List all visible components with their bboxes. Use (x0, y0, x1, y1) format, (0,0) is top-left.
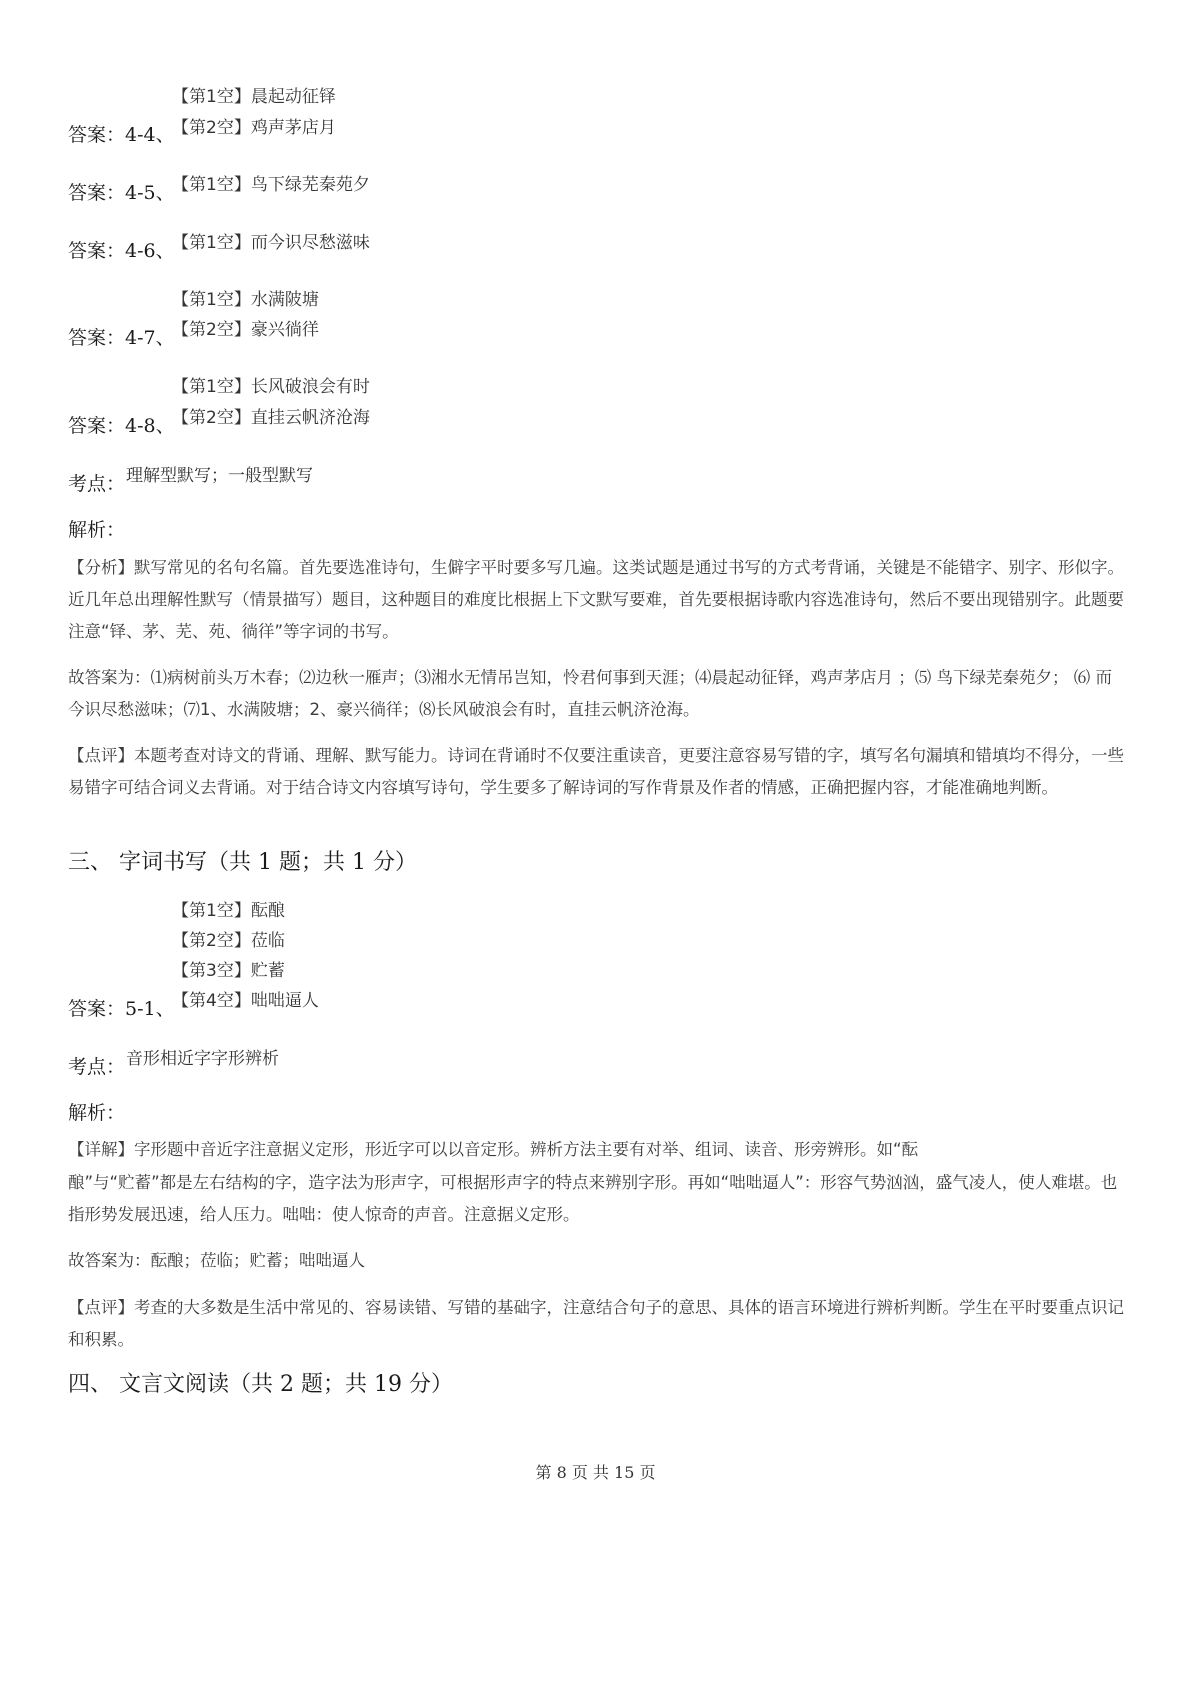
answer-4-8-label: 答案：4-8、 (68, 415, 175, 437)
answer-4-6-label: 答案：4-6、 (68, 240, 175, 262)
answer-4-8-blank-1: 【第1空】长风破浪会有时 (172, 377, 370, 397)
kaodian-value: 理解型默写；一般型默写 (126, 466, 313, 486)
answer-4-5-blank-1: 【第1空】鸟下绿芜秦苑夕 (172, 175, 370, 195)
kaodian-label-2: 考点： (68, 1056, 126, 1078)
answer-5-1-blank-1: 【第1空】酝酿 (172, 901, 285, 921)
answer-4-4-label: 答案：4-4、 (68, 124, 175, 146)
kaodian-value-2: 音形相近字字形辨析 (126, 1049, 279, 1069)
answer-4-4-blank-1: 【第1空】晨起动征铎 (172, 87, 336, 107)
answer-4-7-label: 答案：4-7、 (68, 327, 175, 349)
answer-4-7-blank-2: 【第2空】豪兴徜徉 (172, 320, 319, 340)
answer-4-4-blank-2: 【第2空】鸡声茅店月 (172, 118, 336, 138)
answer-4-8-blank-2: 【第2空】直挂云帆济沧海 (172, 408, 370, 428)
jiexi-label: 解析： (68, 519, 126, 541)
page-footer: 第 8 页 共 15 页 (535, 1463, 656, 1482)
section-heading-3: 三、 字词书写（共 1 题；共 1 分） (68, 850, 417, 875)
analysis-paragraph: 【分析】默写常见的名句名篇。首先要选准诗句，生僻字平时要多写几遍。这类试题是通过书写的方式考背诵，关键是不能错字、别字、形似字。近几年总出理解性默写（情景描写）题目，这种题目的难度比根据上下文默写要难，首先要根据诗歌内容选准诗句，然后不要出现错别字。此题要注意“铎、茅、芜、苑、徜徉”等字词的书写。 (68, 558, 1124, 641)
answer-5-1-blank-4: 【第4空】咄咄逼人 (172, 991, 319, 1011)
answer-4-5-label: 答案：4-5、 (68, 182, 175, 204)
answer-summary-paragraph-2: 故答案为：酝酿；莅临；贮蓄；咄咄逼人 (68, 1251, 365, 1270)
answer-5-1-label: 答案：5-1、 (68, 998, 175, 1020)
kaodian-label: 考点： (68, 473, 126, 495)
section-heading-4: 四、 文言文阅读（共 2 题；共 19 分） (68, 1372, 453, 1397)
jiexi-label-2: 解析： (68, 1102, 126, 1124)
comment-paragraph-2: 【点评】考查的大多数是生活中常见的、容易读错、写错的基础字，注意结合句子的意思、具体的语言环境进行辨析判断。学生在平时要重点识记和积累。 (68, 1298, 1124, 1349)
detail-paragraph-line-1: 【详解】字形题中音近字注意据义定形，形近字可以以音定形。辨析方法主要有对举、组词、读音、形旁辨形。如“酝 (68, 1140, 919, 1159)
answer-5-1-blank-3: 【第3空】贮蓄 (172, 961, 285, 981)
answer-summary-paragraph: 故答案为：⑴病树前头万木春；⑵边秋一雁声；⑶湘水无情吊岂知，怜君何事到天涯；⑷晨起动征铎，鸡声茅店月 ；⑸ 鸟下绿芜秦苑夕； ⑹ 而今识尽愁滋味；⑺1、水满陂塘；2、豪兴徜徉；⑻长风破浪会有时，直挂云帆济沧海。 (68, 668, 1112, 719)
detail-paragraph-rest: 酿”与“贮蓄”都是左右结构的字，造字法为形声字，可根据形声字的特点来辨别字形。再如“咄咄逼人”：形容气势汹汹，盛气凌人，使人难堪。也指形势发展迅速，给人压力。咄咄：使人惊奇的声音。注意据义定形。 (68, 1173, 1118, 1224)
answer-5-1-blank-2: 【第2空】莅临 (172, 931, 285, 951)
comment-paragraph: 【点评】本题考查对诗文的背诵、理解、默写能力。诗词在背诵时不仅要注重读音，更要注意容易写错的字，填写名句漏填和错填均不得分，一些易错字可结合词义去背诵。对于结合诗文内容填写诗句，学生要多了解诗词的写作背景及作者的情感，正确把握内容，才能准确地判断。 (68, 746, 1124, 797)
answer-4-7-blank-1: 【第1空】水满陂塘 (172, 290, 319, 310)
answer-4-6-blank-1: 【第1空】而今识尽愁滋味 (172, 233, 370, 253)
